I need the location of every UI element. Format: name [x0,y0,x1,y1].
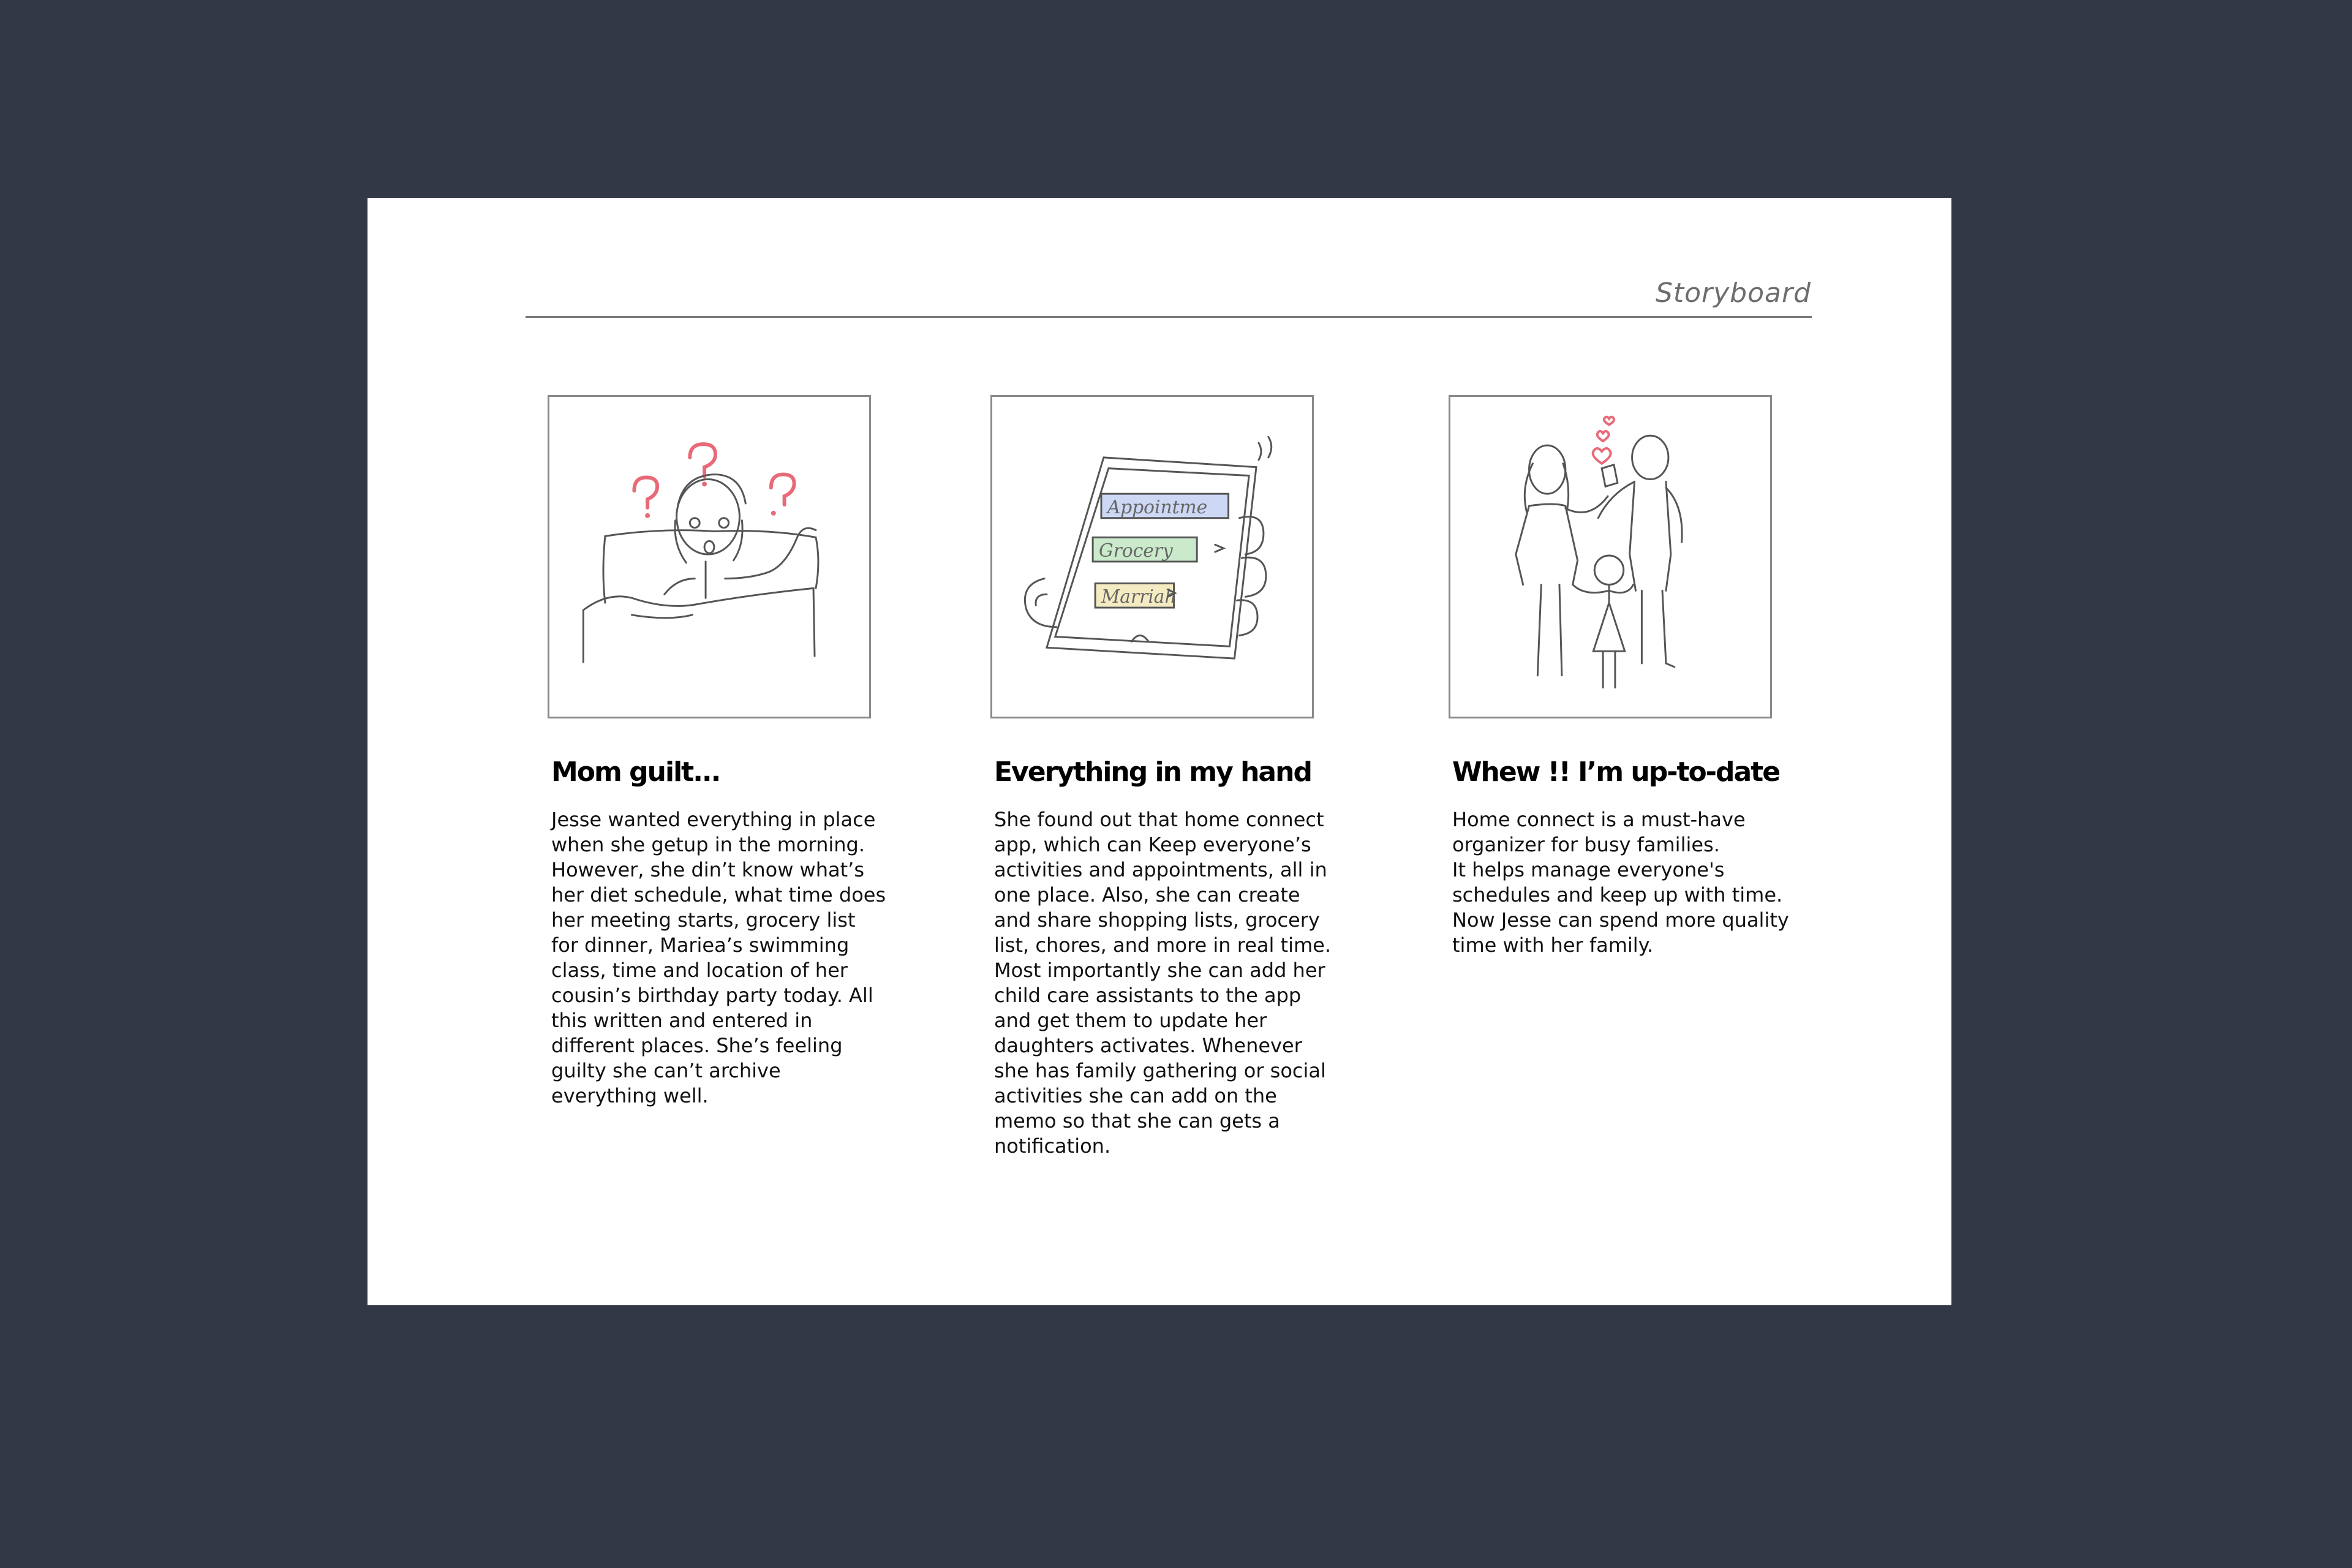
storyboard-panel-2 [990,395,1355,1159]
sketch-label-appointment: Appointme [1107,496,1208,518]
sketch-label-grocery: Grocery [1099,540,1173,561]
happy-family-sketch-icon [1449,395,1772,718]
panel-description: She found out that home connect app, which can Keep everyone’s activities and appointments, all in one place. Also, she can create and share shopping lists, grocery list, chores, and more in real time. Most importantly she can add her child care assistants to the app and get them to update her daughters activates. Whenever she has family gathering or social activities she can add on the memo so that she can gets a notification. [994,808,1332,1158]
sketch-label-marriah: Marriah [1101,586,1177,608]
header-divider [526,316,1812,318]
hands-holding-phone-sketch-icon [990,395,1314,718]
panel-title: Whew !! I’m up-to-date [1452,756,1780,788]
panel-title: Mom guilt... [551,756,720,788]
storyboard-panel-1 [548,395,907,1109]
panel-description: Jesse wanted everything in place when she getup in the morning. However, she din’t know what’s her diet schedule, what time does her meeting starts, grocery list for dinner, Mariea’s swimming class, time and location of her cousin’s birthday party today. All this written and entered in different places. She’s feeling guilty she can’t archive everything well. [551,808,886,1107]
confused-woman-in-bed-sketch-icon [548,395,871,718]
storyboard-panel-3 [1449,395,1820,958]
storyboard-slide [368,198,1951,1305]
panel-description: Home connect is a must-have organizer for busy families. It helps manage everyone's schedules and keep up with time. Now Jesse can spend more quality time with her family. [1452,808,1789,957]
panel-title: Everything in my hand [994,756,1311,788]
page-title: Storyboard [1655,277,1811,309]
